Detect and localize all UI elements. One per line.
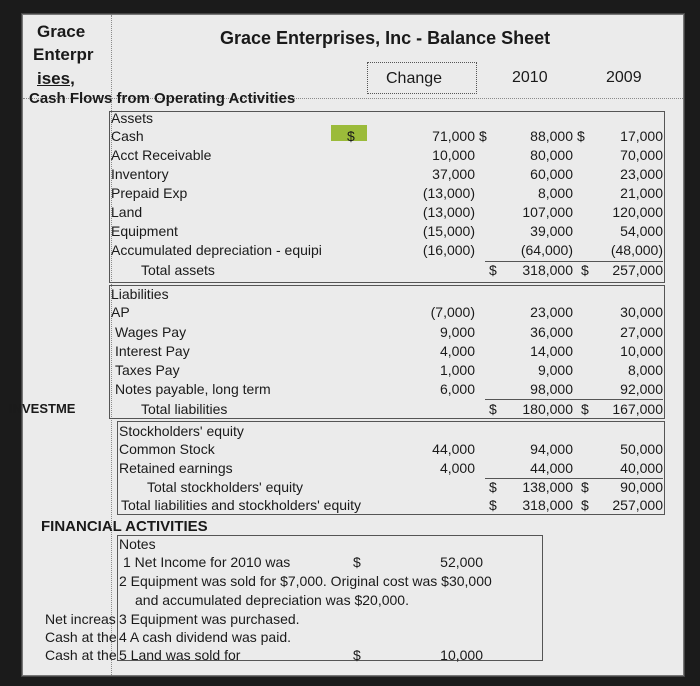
asset-change: (16,000) <box>422 242 475 258</box>
section-operating-activities: Cash Flows from Operating Activities <box>29 90 296 107</box>
dollar-sign: $ <box>353 554 361 570</box>
note-3: 3 Equipment was purchased. <box>119 611 300 627</box>
dollar-sign: $ <box>489 479 497 495</box>
note-5: 5 Land was sold for <box>119 647 241 663</box>
asset-2009: 23,000 <box>620 166 663 182</box>
liability-change: 4,000 <box>439 343 475 359</box>
asset-2009: (48,000) <box>610 242 663 258</box>
asset-2010: 107,000 <box>522 204 573 220</box>
asset-change: 37,000 <box>432 166 475 182</box>
asset-label: Cash <box>111 128 144 144</box>
dollar-sign: $ <box>581 262 589 278</box>
liability-label: AP <box>111 304 130 320</box>
liability-2010: 23,000 <box>530 304 573 320</box>
total-equity-2009: 90,000 <box>620 479 663 495</box>
total-assets-2010: 318,000 <box>522 262 573 278</box>
liability-2010: 9,000 <box>537 362 573 378</box>
total-assets-label: Total assets <box>141 262 215 278</box>
liability-label: Wages Pay <box>115 324 187 340</box>
liability-2009: 92,000 <box>620 381 663 397</box>
liability-2009: 10,000 <box>620 343 663 359</box>
liability-change: 6,000 <box>439 381 475 397</box>
asset-2009: 54,000 <box>620 223 663 239</box>
asset-label: Accumulated depreciation - equipi <box>111 242 322 258</box>
asset-change: (15,000) <box>422 223 475 239</box>
dollar-sign: $ <box>479 128 487 144</box>
company-name-line-2: Enterpr <box>33 45 94 64</box>
asset-change: (13,000) <box>422 185 475 201</box>
asset-label: Inventory <box>111 166 169 182</box>
liability-label: Interest Pay <box>115 343 190 359</box>
liability-label: Notes payable, long term <box>115 381 271 397</box>
cash-beginning-label: Cash at the <box>45 629 117 645</box>
equity-change: 4,000 <box>439 460 475 476</box>
asset-2010: 80,000 <box>530 147 573 163</box>
asset-2009: 120,000 <box>612 204 663 220</box>
note-1-value: 52,000 <box>440 554 483 570</box>
total-equity-label: Total stockholders' equity <box>147 479 303 495</box>
company-name-line-3: ises, <box>37 69 75 88</box>
total-liabilities-2010: 180,000 <box>522 401 573 417</box>
asset-label: Prepaid Exp <box>111 185 188 201</box>
total-equity-2010: 138,000 <box>522 479 573 495</box>
note-1: 1 Net Income for 2010 was <box>123 554 291 570</box>
dollar-sign: $ <box>581 497 589 513</box>
liability-2009: 8,000 <box>627 362 663 378</box>
notes-heading: Notes <box>119 536 156 552</box>
liability-2010: 14,000 <box>530 343 573 359</box>
assets-heading: Assets <box>111 110 154 126</box>
asset-2010: 8,000 <box>537 185 573 201</box>
dollar-sign: $ <box>353 647 361 663</box>
dollar-sign: $ <box>489 497 497 513</box>
liability-2009: 30,000 <box>620 304 663 320</box>
asset-label: Land <box>111 204 143 220</box>
total-liabilities-equity-2010: 318,000 <box>522 497 573 513</box>
asset-2009: 21,000 <box>620 185 663 201</box>
section-financial-activities: FINANCIAL ACTIVITIES <box>41 518 208 535</box>
asset-2010: 60,000 <box>530 166 573 182</box>
note-2-continued: and accumulated depreciation was $20,000. <box>135 592 409 608</box>
column-header-2010: 2010 <box>512 69 548 86</box>
company-name-line-1: Grace <box>37 22 86 41</box>
total-liabilities-label: Total liabilities <box>141 401 228 417</box>
liability-change: (7,000) <box>430 304 475 320</box>
total-liabilities-2009: 167,000 <box>612 401 663 417</box>
equity-2009: 40,000 <box>620 460 663 476</box>
column-header-2009: 2009 <box>606 69 642 86</box>
total-liabilities-equity-label: Total liabilities and stockholders' equity <box>121 497 362 513</box>
liability-change: 1,000 <box>439 362 475 378</box>
liability-label: Taxes Pay <box>115 362 180 378</box>
asset-change: (13,000) <box>422 204 475 220</box>
asset-2010: 88,000 <box>530 128 573 144</box>
investing-label: INVESTME <box>9 401 76 416</box>
asset-2010: (64,000) <box>520 242 573 258</box>
dollar-sign: $ <box>489 262 497 278</box>
note-4: 4 A cash dividend was paid. <box>119 629 292 645</box>
equity-label: Retained earnings <box>119 460 233 476</box>
sheet-title: Grace Enterprises, Inc - Balance Sheet <box>220 28 551 48</box>
total-liabilities-equity-2009: 257,000 <box>612 497 663 513</box>
equity-heading: Stockholders' equity <box>119 423 244 439</box>
equity-2009: 50,000 <box>620 441 663 457</box>
equity-2010: 44,000 <box>530 460 573 476</box>
cash-end-label: Cash at the <box>45 647 117 663</box>
liability-2010: 98,000 <box>530 381 573 397</box>
note-5-value: 10,000 <box>440 647 483 663</box>
asset-change: 71,000 <box>432 128 475 144</box>
liability-change: 9,000 <box>439 324 475 340</box>
spreadsheet <box>9 14 684 676</box>
equity-change: 44,000 <box>432 441 475 457</box>
equity-2010: 94,000 <box>530 441 573 457</box>
dollar-sign: $ <box>577 128 585 144</box>
net-increase-label: Net increas <box>45 611 116 627</box>
note-2: 2 Equipment was sold for $7,000. Original cost was $30,000 <box>119 573 492 589</box>
asset-2009: 70,000 <box>620 147 663 163</box>
asset-label: Equipment <box>111 223 178 239</box>
asset-2010: 39,000 <box>530 223 573 239</box>
asset-label: Acct Receivable <box>111 147 212 163</box>
liabilities-heading: Liabilities <box>111 286 169 302</box>
dollar-sign: $ <box>581 479 589 495</box>
equity-label: Common Stock <box>119 441 215 457</box>
liability-2009: 27,000 <box>620 324 663 340</box>
column-header-change: Change <box>386 70 443 87</box>
dollar-sign: $ <box>489 401 497 417</box>
dollar-sign: $ <box>347 128 355 144</box>
dollar-sign: $ <box>581 401 589 417</box>
total-assets-2009: 257,000 <box>612 262 663 278</box>
asset-2009: 17,000 <box>620 128 663 144</box>
asset-change: 10,000 <box>432 147 475 163</box>
liability-2010: 36,000 <box>530 324 573 340</box>
